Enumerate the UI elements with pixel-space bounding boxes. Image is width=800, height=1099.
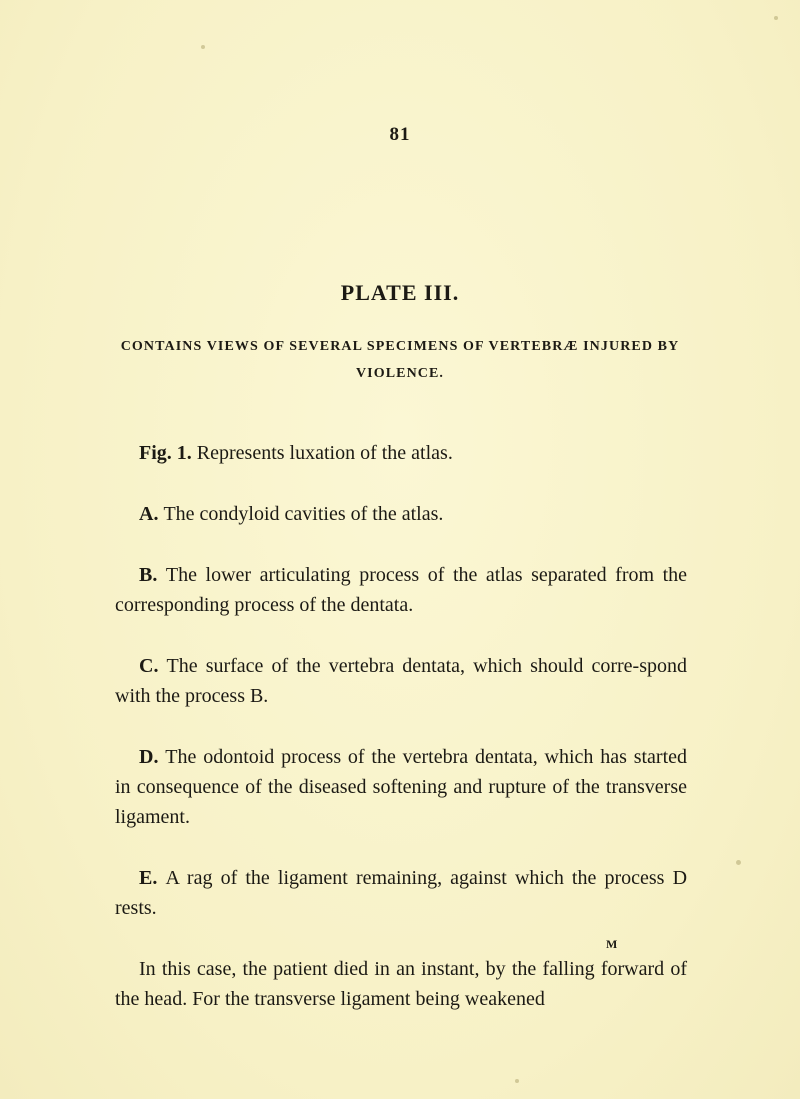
page-number: 81: [389, 124, 411, 145]
plate-subtitle: CONTAINS VIEWS OF SEVERAL SPECIMENS OF VERTEBRÆ INJURED BY VIOLENCE.: [120, 339, 680, 381]
figure-descriptions: [115, 438, 687, 1014]
paper-speck: [515, 1079, 519, 1083]
plate-title: PLATE III.: [340, 280, 460, 305]
figure-entry: [115, 651, 687, 711]
signature-mark: M: [606, 937, 619, 951]
figure-text: A rag of the ligament remaining, against which the process D rests.: [115, 867, 688, 919]
paper-speck: [201, 45, 205, 49]
figure-text: Represents luxation of the atlas.: [196, 442, 453, 464]
figure-label: A.: [139, 503, 159, 525]
figure-text: The surface of the vertebra dentata, which should corre-spond with the process B.: [115, 655, 687, 707]
paper-speck: [774, 16, 778, 20]
figure-entry: [115, 560, 687, 620]
figure-text: The lower articulating process of the atlas separated from the corresponding process of the dentata.: [115, 564, 688, 616]
figure-entry: [115, 499, 687, 529]
paper-speck: [736, 860, 741, 865]
figure-entry: [115, 742, 687, 832]
figure-text: The odontoid process of the vertebra dentata, which has started in consequence of the diseased softening and rupture of the transverse ligament.: [115, 746, 688, 828]
figure-entry: [115, 438, 687, 468]
closing-paragraph: In this case, the patient died in an instant, by the falling forward of the head. For the transverse ligament being weakened: [115, 958, 687, 1010]
figure-label: B.: [139, 564, 158, 586]
figure-label: Fig. 1.: [139, 442, 192, 464]
figure-label: E.: [139, 867, 158, 889]
figure-label: C.: [139, 655, 159, 677]
figure-label: D.: [139, 746, 159, 768]
figure-text: The condyloid cavities of the atlas.: [163, 503, 444, 525]
figure-entry: [115, 863, 687, 923]
